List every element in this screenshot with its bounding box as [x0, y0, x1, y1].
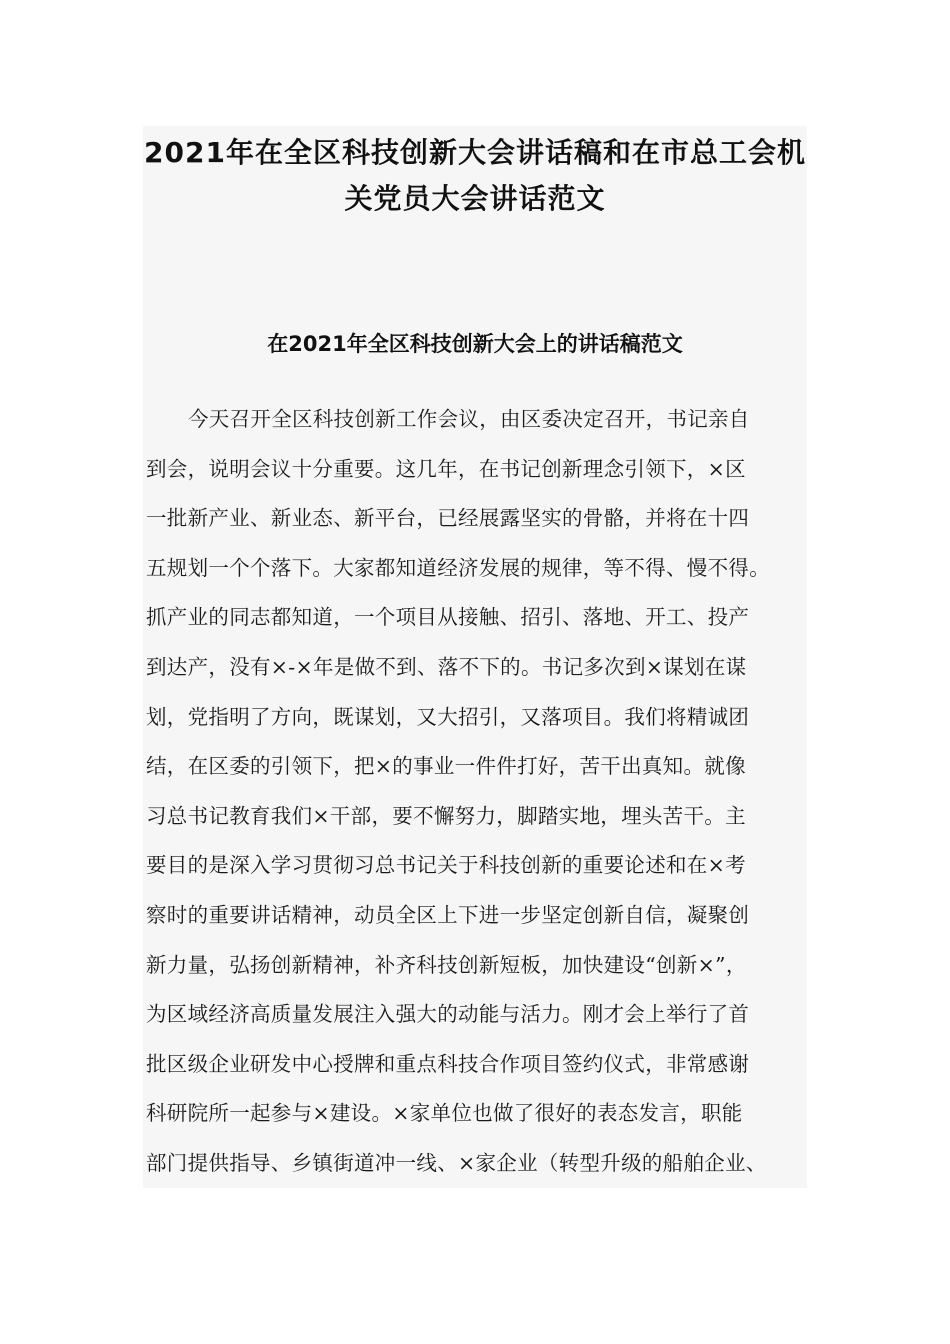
- body-line: 划，党指明了方向，既谋划，又大招引，又落项目。我们将精诚团: [146, 704, 750, 729]
- body-line: 一批新产业、新业态、新平台，已经展露坚实的骨骼，并将在十四: [146, 506, 750, 531]
- document-title-line-2: 关党员大会讲话范文: [344, 182, 606, 215]
- body-line: 今天召开全区科技创新工作会议，由区委决定召开，书记亲自: [188, 407, 750, 431]
- body-line: 结，在区委的引领下，把×的事业一件件打好，苦干出真知。就像: [146, 754, 746, 779]
- body-line: 部门提供指导、乡镇街道冲一线、×家企业（转型升级的船舶企业、: [146, 1150, 767, 1175]
- body-line: 察时的重要讲话精神，动员全区上下进一步坚定创新自信，凝聚创: [146, 902, 750, 927]
- body-line: 批区级企业研发中心授牌和重点科技合作项目签约仪式，非常感谢: [146, 1051, 750, 1076]
- body-line: 到达产，没有×-×年是做不到、落不下的。书记多次到×谋划在谋: [146, 654, 747, 679]
- section-heading: 在2021年全区科技创新大会上的讲话稿范文: [267, 332, 683, 356]
- body-paragraph: [146, 395, 810, 1189]
- body-line: 要目的是深入学习贯彻习总书记关于科技创新的重要论述和在×考: [146, 853, 746, 878]
- body-line: 到会，说明会议十分重要。这几年，在书记创新理念引领下，×区: [146, 456, 746, 481]
- body-line: 抓产业的同志都知道，一个项目从接触、招引、落地、开工、投产: [146, 605, 750, 630]
- body-line: 习总书记教育我们×干部，要不懈努力，脚踏实地，埋头苦干。主: [146, 803, 746, 828]
- body-line: 五规划一个个落下。大家都知道经济发展的规律，等不得、慢不得。: [146, 555, 770, 580]
- document-title-line-1: 2021年在全区科技创新大会讲话稿和在市总工会机: [144, 136, 806, 169]
- body-line: 科研院所一起参与×建设。×家单位也做了很好的表态发言，职能: [146, 1101, 743, 1126]
- document-title: [143, 130, 807, 222]
- body-line: 为区域经济高质量发展注入强大的动能与活力。刚才会上举行了首: [146, 1002, 750, 1027]
- body-line: 新力量，弘扬创新精神，补齐科技创新短板，加快建设“创新×”，: [146, 952, 747, 977]
